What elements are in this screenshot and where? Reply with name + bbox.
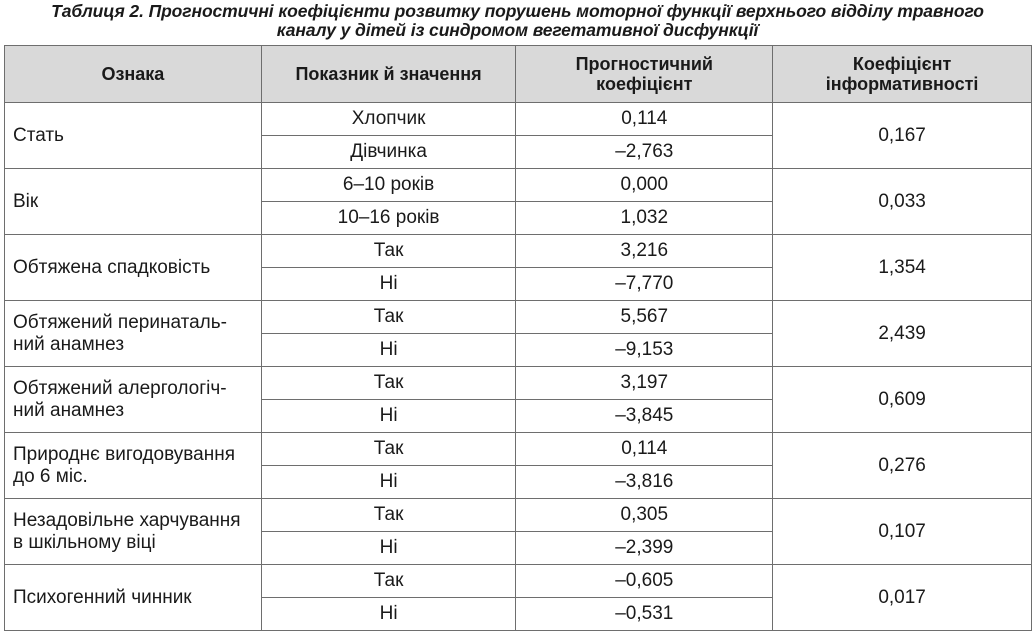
sign-cell xyxy=(5,499,262,565)
sign-line: в шкільному віці xyxy=(13,531,156,553)
table-row xyxy=(5,367,1032,400)
sign-cell xyxy=(5,367,262,433)
sign-cell xyxy=(5,301,262,367)
indicator-cell: Так xyxy=(261,565,516,598)
sign-line: Вік xyxy=(13,190,39,212)
header-prognostic-coefficient xyxy=(516,46,773,103)
prognostic-coefficient-cell: 0,305 xyxy=(516,499,773,532)
table-header-row xyxy=(5,46,1032,103)
header-indicator: Показник й значення xyxy=(261,46,516,103)
indicator-cell: Ні xyxy=(261,268,516,301)
prognostic-coefficient-cell: 1,032 xyxy=(516,202,773,235)
indicator-cell: Ні xyxy=(261,334,516,367)
informativeness-cell: 0,276 xyxy=(773,433,1032,499)
prognostic-coefficient-cell: 3,216 xyxy=(516,235,773,268)
sign-line: Психогенний чинник xyxy=(13,586,192,608)
informativeness-cell: 0,609 xyxy=(773,367,1032,433)
table-row xyxy=(5,103,1032,136)
indicator-cell: Так xyxy=(261,367,516,400)
table-row xyxy=(5,433,1032,466)
sign-line: Обтяжена спадковість xyxy=(13,256,211,278)
table-row xyxy=(5,301,1032,334)
sign-cell xyxy=(5,169,262,235)
table-row xyxy=(5,169,1032,202)
sign-line: Обтяжений перинаталь- xyxy=(13,311,227,333)
prognostic-coefficient-cell: –9,153 xyxy=(516,334,773,367)
sign-line: Обтяжений алергологіч- xyxy=(13,377,227,399)
indicator-cell: Ні xyxy=(261,466,516,499)
prognostic-coefficient-cell: –0,605 xyxy=(516,565,773,598)
indicator-cell: Хлопчик xyxy=(261,103,516,136)
header-coef-line-1: Прогностичний xyxy=(575,54,713,74)
indicator-cell: Ні xyxy=(261,598,516,631)
informativeness-cell: 0,017 xyxy=(773,565,1032,631)
table-caption xyxy=(0,2,1035,40)
informativeness-cell: 0,167 xyxy=(773,103,1032,169)
table-row xyxy=(5,235,1032,268)
prognostic-coefficient-cell: –3,816 xyxy=(516,466,773,499)
indicator-cell: 6–10 років xyxy=(261,169,516,202)
table-body xyxy=(5,103,1032,631)
informativeness-cell: 2,439 xyxy=(773,301,1032,367)
sign-line: до 6 міс. xyxy=(13,465,88,487)
prognostic-coefficient-cell: –2,399 xyxy=(516,532,773,565)
sign-cell xyxy=(5,103,262,169)
informativeness-cell: 1,354 xyxy=(773,235,1032,301)
prognostic-coefficient-cell: –3,845 xyxy=(516,400,773,433)
prognostic-coefficient-cell: 0,114 xyxy=(516,433,773,466)
sign-line: ний анамнез xyxy=(13,333,125,355)
prognostic-coefficients-table xyxy=(4,45,1032,631)
sign-cell xyxy=(5,565,262,631)
prognostic-coefficient-cell: –7,770 xyxy=(516,268,773,301)
indicator-cell: Ні xyxy=(261,532,516,565)
header-info-line-2: інформативності xyxy=(825,74,979,94)
indicator-cell: Так xyxy=(261,235,516,268)
prognostic-coefficient-cell: 3,197 xyxy=(516,367,773,400)
prognostic-coefficient-cell: –0,531 xyxy=(516,598,773,631)
sign-cell xyxy=(5,235,262,301)
header-sign: Ознака xyxy=(5,46,262,103)
sign-line: Природнє вигодовування xyxy=(13,443,236,465)
prognostic-coefficient-cell: 0,114 xyxy=(516,103,773,136)
prognostic-coefficient-cell: 5,567 xyxy=(516,301,773,334)
indicator-cell: 10–16 років xyxy=(261,202,516,235)
header-info-line-1: Коефіцієнт xyxy=(852,54,952,74)
sign-line: ний анамнез xyxy=(13,399,125,421)
informativeness-cell: 0,107 xyxy=(773,499,1032,565)
header-coef-line-2: коефіцієнт xyxy=(596,74,693,94)
table-row xyxy=(5,565,1032,598)
prognostic-coefficient-cell: –2,763 xyxy=(516,136,773,169)
sign-cell xyxy=(5,433,262,499)
table-caption-line-1: Таблиця 2. Прогностичні коефіцієнти розвитку порушень моторної функції верхнього відділу травного xyxy=(51,1,984,21)
indicator-cell: Дівчинка xyxy=(261,136,516,169)
informativeness-cell: 0,033 xyxy=(773,169,1032,235)
indicator-cell: Так xyxy=(261,433,516,466)
indicator-cell: Так xyxy=(261,499,516,532)
table-caption-line-2: каналу у дітей із синдромом вегетативної дисфункції xyxy=(276,20,759,40)
table-row xyxy=(5,499,1032,532)
indicator-cell: Ні xyxy=(261,400,516,433)
sign-line: Незадовільне харчування xyxy=(13,509,241,531)
header-informativeness-coefficient xyxy=(773,46,1032,103)
indicator-cell: Так xyxy=(261,301,516,334)
sign-line: Стать xyxy=(13,124,64,146)
prognostic-coefficient-cell: 0,000 xyxy=(516,169,773,202)
